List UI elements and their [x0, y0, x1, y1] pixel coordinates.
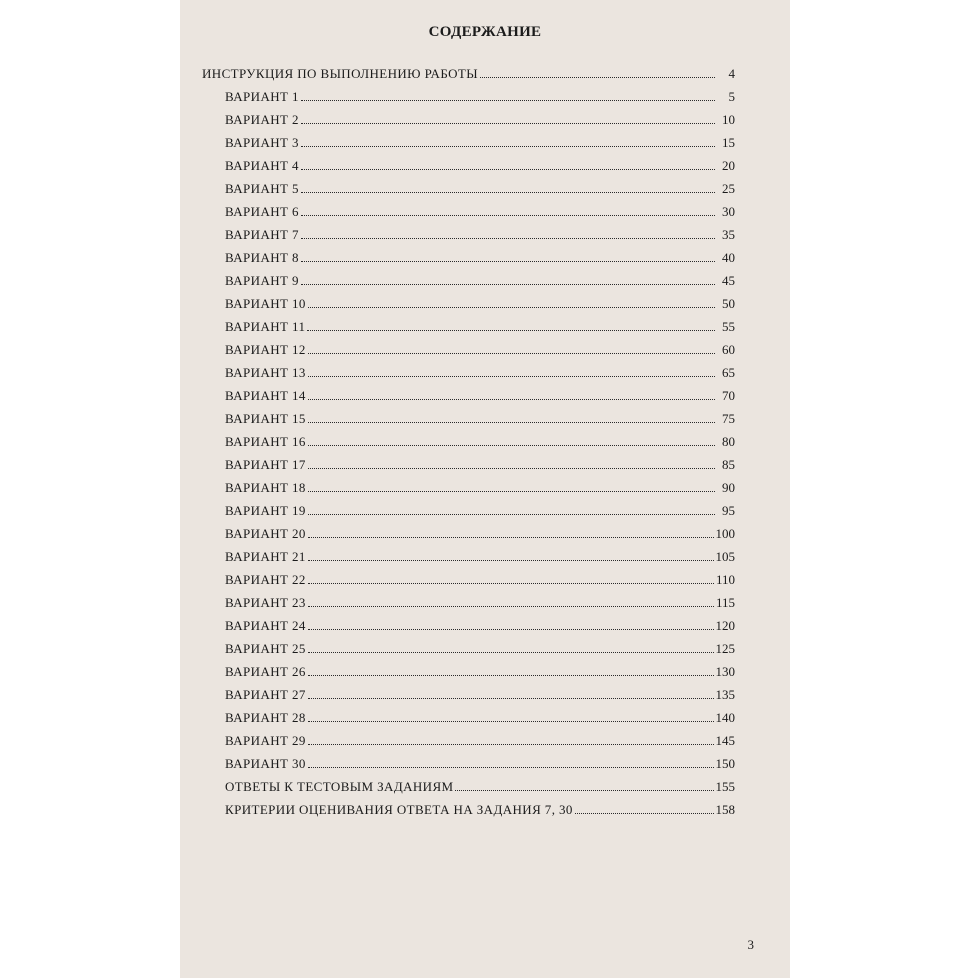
toc-entry-page: 5: [728, 89, 735, 104]
toc-entry-page: 20: [722, 158, 735, 173]
toc-entry-label: ВАРИАНТ 9: [225, 273, 299, 288]
toc-entry[interactable]: [180, 657, 790, 680]
toc-entry-page: 25: [722, 181, 735, 196]
toc-dot-leader: [308, 491, 715, 492]
toc-entry-label: ВАРИАНТ 18: [225, 480, 306, 495]
toc-entry-label: ВАРИАНТ 3: [225, 135, 299, 150]
toc-entry-page: 85: [722, 457, 735, 472]
toc-dot-leader: [308, 376, 715, 377]
toc-dot-leader: [308, 629, 714, 630]
toc-entry-label: ВАРИАНТ 16: [225, 434, 306, 449]
toc-entry-label: ВАРИАНТ 5: [225, 181, 299, 196]
toc-entry[interactable]: [180, 749, 790, 772]
toc-entry-label: ВАРИАНТ 21: [225, 549, 306, 564]
toc-entry-label: ВАРИАНТ 11: [225, 319, 306, 334]
toc-dot-leader: [301, 215, 715, 216]
toc-entry-page: 4: [728, 66, 735, 81]
toc-entry-page: 50: [722, 296, 735, 311]
toc-entry[interactable]: [180, 220, 790, 243]
toc-entry-label: ВАРИАНТ 23: [225, 595, 306, 610]
toc-entry-label: ВАРИАНТ 20: [225, 526, 306, 541]
toc-dot-leader: [575, 813, 714, 814]
toc-entry[interactable]: [180, 289, 790, 312]
toc-entry[interactable]: [180, 404, 790, 427]
toc-entry-page: 60: [722, 342, 735, 357]
toc-dot-leader: [301, 146, 715, 147]
toc-entry[interactable]: [180, 105, 790, 128]
toc-entry-page: 158: [715, 802, 735, 817]
toc-entry[interactable]: [180, 358, 790, 381]
toc-entry-label: ВАРИАНТ 19: [225, 503, 306, 518]
toc-entry-page: 115: [715, 595, 735, 610]
toc-dot-leader: [308, 698, 714, 699]
toc-entry-label: ВАРИАНТ 4: [225, 158, 299, 173]
toc-entry-label: ВАРИАНТ 27: [225, 687, 306, 702]
toc-entry-page: 130: [715, 664, 735, 679]
toc-dot-leader: [301, 261, 715, 262]
toc-dot-leader: [308, 606, 714, 607]
toc-entry-label: ВАРИАНТ 14: [225, 388, 306, 403]
toc-entry-label: ВАРИАНТ 10: [225, 296, 306, 311]
toc-dot-leader: [308, 399, 715, 400]
toc-entry[interactable]: [180, 680, 790, 703]
toc-entry-label: ВАРИАНТ 13: [225, 365, 306, 380]
toc-entry-label: ВАРИАНТ 29: [225, 733, 306, 748]
page-number: 3: [747, 937, 754, 952]
toc-entry-page: 105: [715, 549, 735, 564]
toc-dot-leader: [308, 445, 715, 446]
toc-dot-leader: [308, 307, 715, 308]
toc-dot-leader: [301, 284, 715, 285]
toc-entry-page: 125: [715, 641, 735, 656]
toc-dot-leader: [308, 514, 715, 515]
toc-dot-leader: [301, 123, 715, 124]
toc-dot-leader: [308, 468, 715, 469]
toc-entry[interactable]: [180, 726, 790, 749]
toc-entry-page: 30: [722, 204, 735, 219]
book-page: [180, 0, 790, 978]
toc-entry-label: ВАРИАНТ 1: [225, 89, 299, 104]
toc-entry-page: 95: [722, 503, 735, 518]
toc-entry[interactable]: [180, 565, 790, 588]
toc-dot-leader: [480, 77, 715, 78]
toc-entry[interactable]: [180, 151, 790, 174]
toc-entry-page: 70: [722, 388, 735, 403]
toc-entry[interactable]: [180, 266, 790, 289]
toc-entry-page: 55: [722, 319, 735, 334]
toc-entry-page: 100: [715, 526, 735, 541]
toc-dot-leader: [308, 537, 714, 538]
toc-entry-label: ВАРИАНТ 8: [225, 250, 299, 265]
toc-entry[interactable]: [180, 542, 790, 565]
toc-dot-leader: [308, 744, 714, 745]
toc-entry[interactable]: [180, 519, 790, 542]
toc-entry[interactable]: [180, 174, 790, 197]
toc-entry-label: ВАРИАНТ 22: [225, 572, 306, 587]
toc-entry-label: ВАРИАНТ 7: [225, 227, 299, 242]
toc-entry-label: ВАРИАНТ 24: [225, 618, 306, 633]
toc-entry-page: 35: [722, 227, 735, 242]
toc-entry-page: 40: [722, 250, 735, 265]
toc-entry[interactable]: [180, 427, 790, 450]
toc-entry[interactable]: [180, 703, 790, 726]
toc-entry-page: 150: [715, 756, 735, 771]
toc-entry-label: ВАРИАНТ 6: [225, 204, 299, 219]
toc-entry-label: ВАРИАНТ 25: [225, 641, 306, 656]
toc-entry[interactable]: [180, 82, 790, 105]
toc-list: [180, 59, 790, 818]
toc-entry[interactable]: [180, 335, 790, 358]
toc-entry[interactable]: [180, 312, 790, 335]
toc-entry[interactable]: [180, 243, 790, 266]
toc-entry-page: 10: [722, 112, 735, 127]
toc-entry[interactable]: [180, 496, 790, 519]
toc-dot-leader: [301, 238, 715, 239]
toc-entry[interactable]: [180, 795, 790, 818]
toc-dot-leader: [307, 330, 715, 331]
toc-entry-page: 145: [715, 733, 735, 748]
toc-dot-leader: [301, 169, 715, 170]
toc-entry-label: ВАРИАНТ 17: [225, 457, 306, 472]
toc-dot-leader: [308, 422, 715, 423]
toc-entry-label: ВАРИАНТ 30: [225, 756, 306, 771]
toc-entry[interactable]: [180, 473, 790, 496]
toc-entry-page: 15: [722, 135, 735, 150]
toc-entry[interactable]: [180, 381, 790, 404]
toc-entry-label: ИНСТРУКЦИЯ ПО ВЫПОЛНЕНИЮ РАБОТЫ: [202, 66, 478, 81]
toc-entry-label: ВАРИАНТ 2: [225, 112, 299, 127]
toc-entry-page: 80: [722, 434, 735, 449]
toc-dot-leader: [455, 790, 713, 791]
toc-entry[interactable]: [180, 128, 790, 151]
toc-entry-page: 45: [722, 273, 735, 288]
toc-dot-leader: [308, 652, 714, 653]
toc-dot-leader: [308, 675, 714, 676]
toc-entry-label: ВАРИАНТ 15: [225, 411, 306, 426]
toc-entry[interactable]: [180, 634, 790, 657]
toc-dot-leader: [301, 192, 715, 193]
toc-entry-page: 155: [715, 779, 735, 794]
toc-entry-page: 135: [715, 687, 735, 702]
toc-dot-leader: [308, 560, 714, 561]
toc-entry-label: КРИТЕРИИ ОЦЕНИВАНИЯ ОТВЕТА НА ЗАДАНИЯ 7, 30: [225, 802, 573, 817]
toc-entry-page: 65: [722, 365, 735, 380]
toc-title: СОДЕРЖАНИЕ: [428, 24, 542, 40]
toc-entry[interactable]: [180, 588, 790, 611]
toc-entry[interactable]: [180, 450, 790, 473]
toc-entry-label: ВАРИАНТ 12: [225, 342, 306, 357]
toc-entry[interactable]: [180, 59, 790, 82]
toc-entry-label: ВАРИАНТ 26: [225, 664, 306, 679]
toc-entry[interactable]: [180, 611, 790, 634]
toc-entry-page: 90: [722, 480, 735, 495]
toc-dot-leader: [308, 721, 714, 722]
toc-entry-page: 75: [722, 411, 735, 426]
toc-entry-label: ОТВЕТЫ К ТЕСТОВЫМ ЗАДАНИЯМ: [225, 779, 454, 794]
toc-entry[interactable]: [180, 772, 790, 795]
toc-entry-page: 110: [715, 572, 735, 587]
toc-entry[interactable]: [180, 197, 790, 220]
toc-dot-leader: [308, 583, 714, 584]
toc-entry-page: 140: [715, 710, 735, 725]
toc-entry-label: ВАРИАНТ 28: [225, 710, 306, 725]
toc-dot-leader: [308, 353, 715, 354]
toc-dot-leader: [308, 767, 714, 768]
toc-dot-leader: [301, 100, 715, 101]
toc-entry-page: 120: [715, 618, 735, 633]
